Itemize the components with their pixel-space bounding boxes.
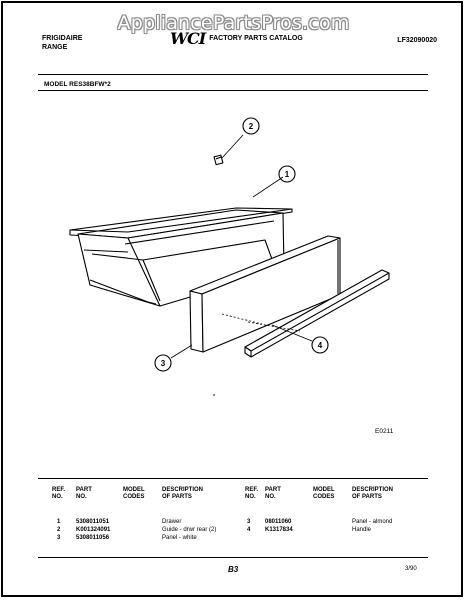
figure-code: E0211 — [375, 428, 394, 435]
header-description-right: DESCRIPTION OF PARTS — [352, 487, 394, 500]
brand-name: FRIGIDAIRE — [42, 35, 83, 42]
table-row-desc: Drawer — [162, 519, 182, 525]
table-row-desc: Panel - almond — [352, 519, 393, 525]
table-row-ref: 3 — [57, 535, 61, 541]
callout-label-1: 1 — [284, 170, 290, 179]
header-model-codes-left: MODEL CODES — [123, 487, 145, 500]
guide-clip-part — [214, 155, 223, 165]
revision-date: 3/90 — [405, 566, 417, 572]
table-row-ref: 3 — [247, 519, 251, 525]
table-row-part: 5308011056 — [76, 535, 110, 541]
table-row-desc: Handle — [352, 527, 372, 533]
wci-logo: WCI — [170, 28, 206, 48]
model-label: MODEL RES38BFW*2 — [44, 81, 111, 88]
header-model-codes-right: MODEL CODES — [313, 487, 335, 500]
table-row-ref: 1 — [57, 519, 61, 525]
callout-label-2: 2 — [248, 122, 254, 131]
catalog-title: FACTORY PARTS CATALOG — [209, 34, 303, 42]
table-row-ref: 2 — [57, 527, 61, 533]
speck — [213, 394, 215, 396]
table-row-part: K001324091 — [76, 527, 111, 533]
watermark: AppliancePartsPros.com — [117, 12, 350, 34]
table-row-ref: 4 — [247, 527, 251, 533]
table-row-desc: Guide - drwr rear (2) — [162, 527, 217, 533]
table-bottom-rule — [38, 557, 428, 558]
product-type: RANGE — [42, 44, 68, 51]
table-row-part: 5308011051 — [76, 519, 110, 525]
header-ref-no-right: REF. NO. — [245, 487, 259, 500]
header-part-no-left: PART NO. — [76, 487, 92, 500]
table-row-part: K1317834 — [265, 527, 293, 533]
header-description-left: DESCRIPTION OF PARTS — [162, 487, 204, 500]
callout-label-4: 4 — [317, 341, 323, 350]
table-top-rule — [38, 478, 428, 479]
catalog-number: LF32090020 — [397, 37, 437, 44]
callout-label-3: 3 — [160, 359, 166, 368]
table-row-desc: Panel - white — [162, 535, 197, 541]
table-row-part: 08011060 — [265, 519, 292, 525]
header-ref-no-left: REF. NO. — [52, 487, 66, 500]
header-part-no-right: PART NO. — [265, 487, 281, 500]
page-number: B3 — [228, 565, 239, 574]
